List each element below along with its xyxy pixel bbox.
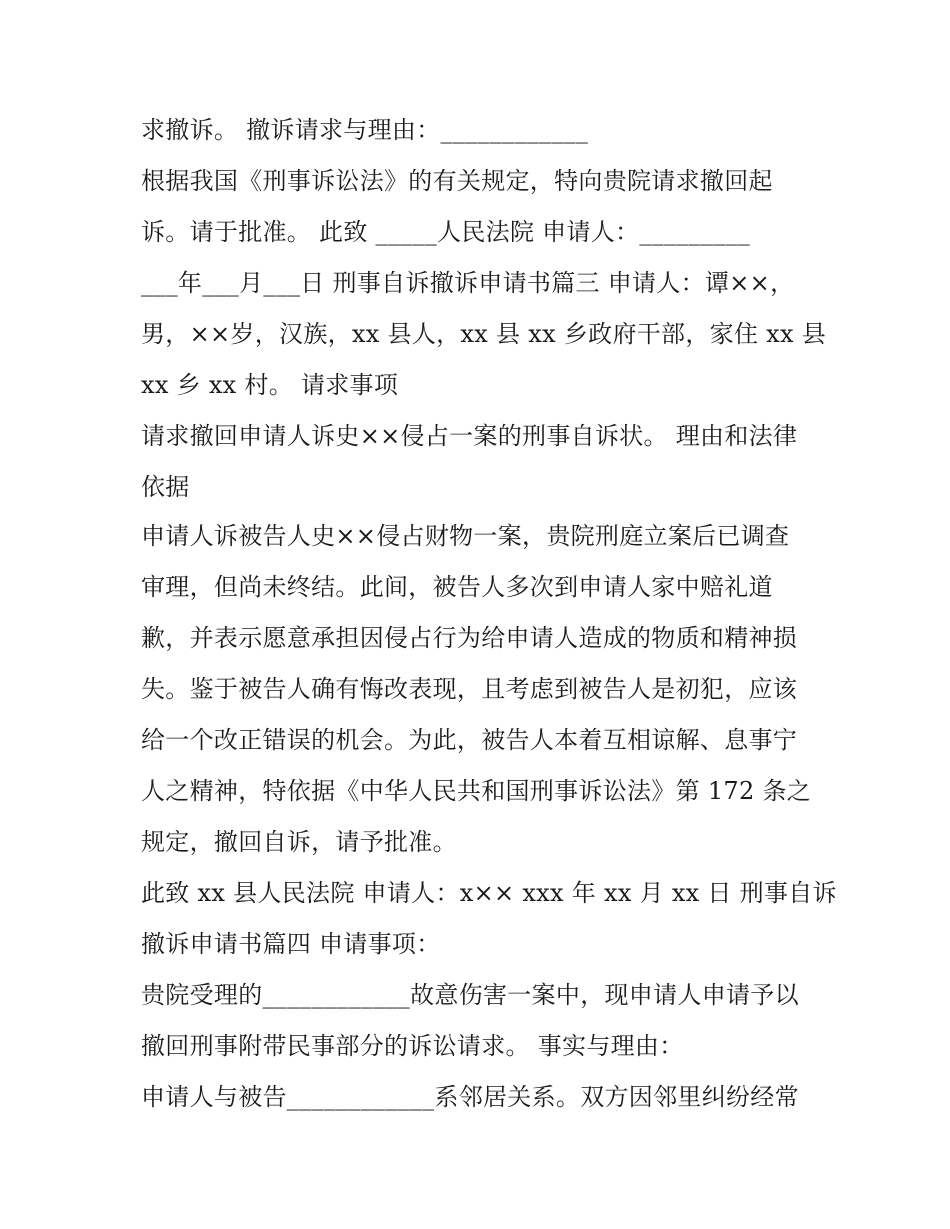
text-line: 贵院受理的____________故意伤害一案中，现申请人申请予以 bbox=[141, 981, 799, 1009]
text-line: xx 乡 xx 村。 请求事项 bbox=[141, 371, 399, 399]
text-line: 规定，撤回自诉，请予批准。 bbox=[141, 828, 457, 856]
text-line: 此致 xx 县人民法院 申请人：x×× xxx 年 xx 月 xx 日 刑事自诉 bbox=[141, 879, 837, 907]
text-line: 男，××岁，汉族，xx 县人，xx 县 xx 乡政府干部，家住 xx 县 bbox=[141, 320, 827, 348]
text-line: 撤回刑事附带民事部分的诉讼请求。 事实与理由： bbox=[141, 1032, 684, 1060]
text-line: 撤诉申请书篇四 申请事项： bbox=[141, 930, 441, 958]
text-line: 根据我国《刑事诉讼法》的有关规定，特向贵院请求撤回起 bbox=[141, 167, 773, 195]
text-line: ___年___月___日 刑事自诉撤诉申请书篇三 申请人：谭××， bbox=[141, 269, 795, 297]
text-line: 给一个改正错误的机会。为此，被告人本着互相谅解、息事宁 bbox=[141, 726, 798, 754]
text-line: 申请人诉被告人史××侵占财物一案，贵院刑庭立案后已调查 bbox=[141, 522, 790, 550]
text-line: 请求撤回申请人诉史××侵占一案的刑事自诉状。 理由和法律 bbox=[141, 422, 798, 450]
text-line: 依据 bbox=[141, 473, 190, 501]
text-line: 求撤诉。 撤诉请求与理由：____________ bbox=[141, 116, 589, 144]
text-line: 人之精神，特依据《中华人民共和国刑事诉讼法》第 172 条之 bbox=[141, 777, 812, 805]
text-line: 诉。请于批准。 此致 _____人民法院 申请人：_________ bbox=[141, 218, 751, 246]
text-line: 申请人与被告____________系邻居关系。双方因邻里纠纷经常 bbox=[141, 1083, 799, 1111]
text-line: 歉，并表示愿意承担因侵占行为给申请人造成的物质和精神损 bbox=[141, 624, 798, 652]
text-line: 审理，但尚未终结。此间，被告人多次到申请人家中赔礼道 bbox=[141, 573, 773, 601]
text-line: 失。鉴于被告人确有悔改表现，且考虑到被告人是初犯，应该 bbox=[141, 675, 798, 703]
